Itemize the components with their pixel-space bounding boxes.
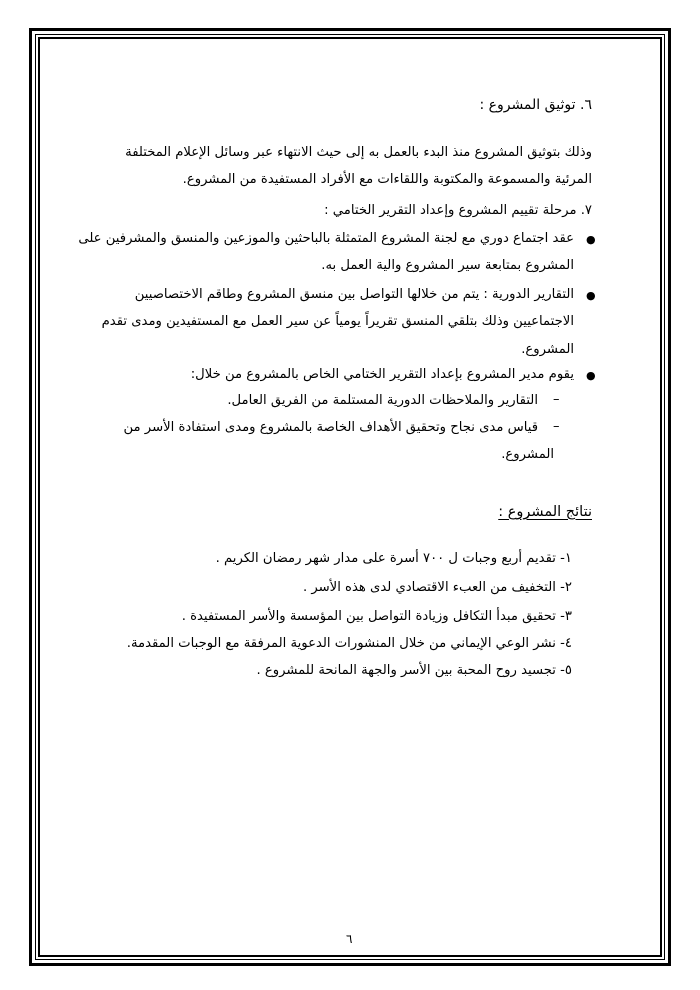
section7-bullet-line: الاجتماعيين وذلك بتلقي المنسق تقريراً يومياً عن سير العمل مع المستفيدين ومدى تقدم [101,314,574,329]
section7-subitem-line: قياس مدى نجاح وتحقيق الأهداف الخاصة بالمشروع ومدى استفادة الأسر من [123,420,538,435]
bullet-dot: ● [586,289,596,302]
section7-bullet-line: المشروع. [521,342,574,357]
section7-bullet-line: التقارير الدورية : يتم من خلالها التواصل بين منسق المشروع وطاقم الاختصاصيين [134,287,574,302]
section7-subitem-line: التقارير والملاحظات الدورية المستلمة من الفريق العامل. [227,393,538,408]
section7-bullet-line: عقد اجتماع دوري مع لجنة المشروع المتمثلة بالباحثين والموزعين والمنسق والمشرفين على [78,231,574,246]
section7-subitem-line: المشروع. [501,447,554,462]
page-number: ٦ [346,932,353,946]
results-title: نتائج المشروع : [498,504,592,520]
section7-title: ٧. مرحلة تقييم المشروع وإعداد التقرير الختامي : [324,203,592,218]
bullet-dot: ● [586,233,596,246]
dash-marker: – [553,392,560,407]
bullet-dot: ● [586,369,596,382]
results-item: ٢- التخفيف من العبء الاقتصادي لدى هذه الأسر . [302,580,572,595]
section7-bullet-line: يقوم مدير المشروع بإعداد التقرير الختامي الخاص بالمشروع من خلال: [190,367,574,382]
section6-paragraph-line: وذلك بتوثيق المشروع منذ البدء بالعمل به إلى حيث الانتهاء عبر وسائل الإعلام المختلفة [125,145,592,160]
results-item: ٤- نشر الوعي الإيماني من خلال المنشورات الدعوية المرفقة مع الوجبات المقدمة. [126,636,572,651]
section6-title: ٦. توثيق المشروع : [479,97,592,113]
dash-marker: – [553,419,560,434]
results-item: ١- تقديم أربع وجبات ل ٧٠٠ أسرة على مدار شهر رمضان الكريم . [215,551,572,566]
results-item: ٣- تحقيق مبدأ التكافل وزيادة التواصل بين المؤسسة والأسر المستفيدة . [181,609,572,624]
section7-bullet-line: المشروع بمتابعة سير المشروع والية العمل به. [321,258,574,273]
results-item: ٥- تجسيد روح المحبة بين الأسر والجهة المانحة للمشروع . [256,663,572,678]
section6-paragraph-line: المرئية والمسموعة والمكتوبة واللقاءات مع الأفراد المستفيدة من المشروع. [182,172,592,187]
